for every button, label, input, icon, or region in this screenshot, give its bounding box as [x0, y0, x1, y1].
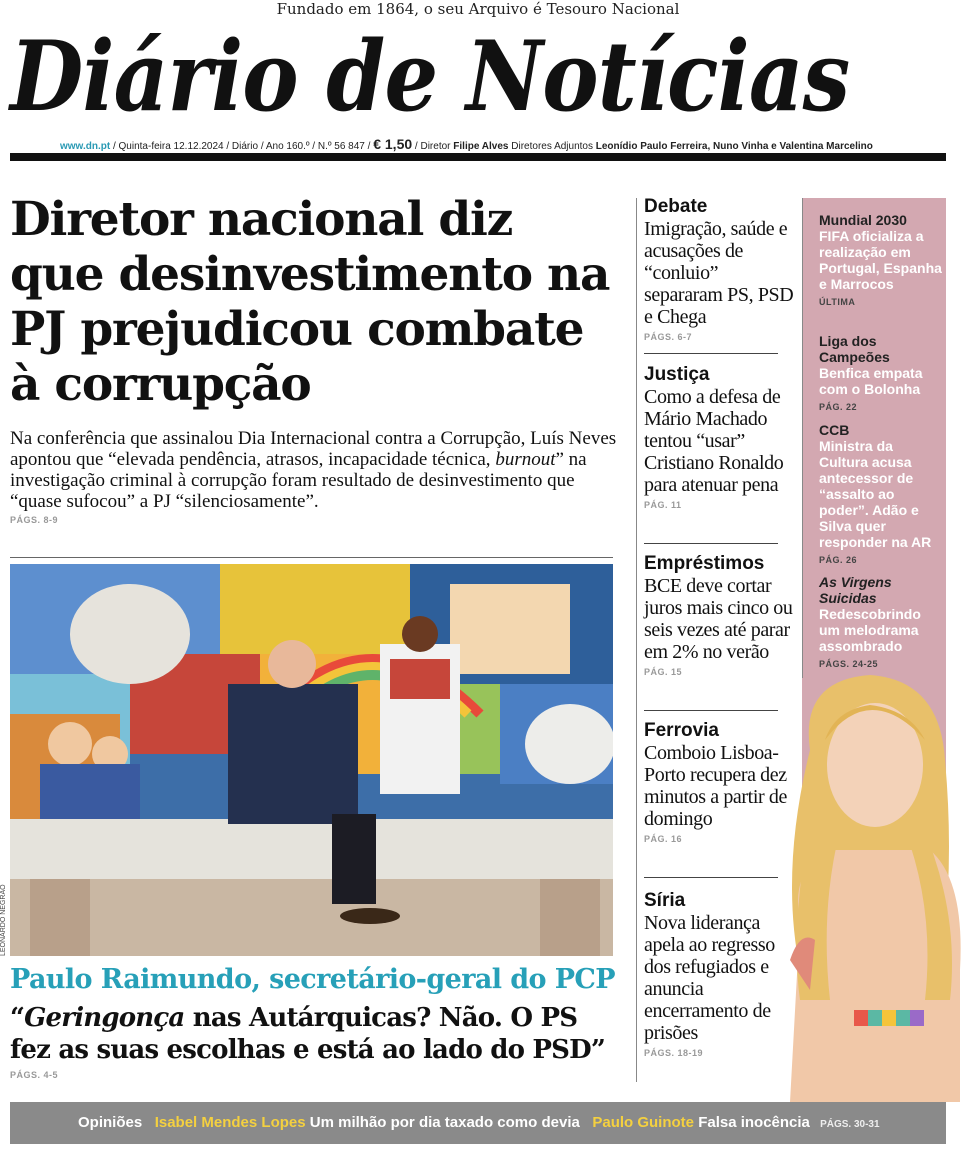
- masthead-title[interactable]: Diário de Notícias: [10, 20, 850, 133]
- adjuntos-names: Leonídio Paulo Ferreira, Nuno Vinha e Valentina Marcelino: [595, 141, 873, 152]
- sidebar-item-title: Mundial 2030: [819, 212, 907, 228]
- mural-illustration: [10, 564, 613, 956]
- sidebar-item-pages: PÁG. 22: [819, 402, 858, 412]
- opinion-author-1: Isabel Mendes Lopes: [154, 1114, 306, 1131]
- column-rule: [636, 198, 637, 1082]
- sidebar-item-title: As Virgens Suicidas: [819, 574, 892, 606]
- cover-photo[interactable]: [10, 564, 613, 956]
- sidebar-item-pages: ÚLTIMA: [819, 297, 856, 307]
- sidebar-item-ccb[interactable]: [819, 422, 944, 568]
- brief-justica[interactable]: [644, 364, 794, 510]
- lede-emphasis: burnout: [495, 449, 556, 470]
- opinion-title-1[interactable]: Um milhão por dia taxado como devia: [309, 1114, 580, 1131]
- brief-separator: [644, 710, 778, 711]
- actress-photo[interactable]: [770, 670, 970, 1102]
- lead-pages: PÁGS. 8-9: [10, 515, 59, 525]
- brief-title: Síria: [644, 890, 686, 911]
- director-name: Filipe Alves: [453, 141, 509, 152]
- sidebar-item-liga[interactable]: [819, 333, 944, 415]
- sidebar-item-pages: PÁG. 26: [819, 555, 858, 565]
- brief-emprestimos[interactable]: [644, 553, 794, 677]
- brief-text: Como a defesa de Mário Machado tentou “usar” Cristiano Ronaldo para atenuar pena: [644, 386, 784, 496]
- brief-debate[interactable]: [644, 196, 794, 342]
- sidebar-item-title: Liga dos Campeões: [819, 333, 890, 365]
- sidebar-item-title: CCB: [819, 422, 850, 438]
- brief-pages: PÁG. 11: [644, 500, 682, 510]
- sidebar-item-body: Redescobrindo um melodrama assombrado: [819, 606, 921, 654]
- issue-info: / Quinta-feira 12.12.2024 / Diário / Ano 160.º / N.º 56 847 /: [110, 141, 374, 152]
- actress-cutout: [770, 670, 970, 1102]
- sidebar-item-body: Ministra da Cultura acusa antecessor de “assalto ao poder”. Adão e Silva quer responder na AR: [819, 438, 932, 550]
- brief-pages: PÁG. 16: [644, 834, 683, 844]
- sidebar-item-body: FIFA oficializa a realização em Portugal, Espanha e Marrocos: [819, 228, 942, 292]
- quote-emphasis: Geringonça: [24, 1003, 185, 1033]
- photo-rule: [10, 557, 613, 558]
- sidebar-item-virgens[interactable]: [819, 574, 944, 672]
- photo-credit: LEONARDO NEGRÃO: [0, 884, 7, 956]
- lede-part-2: ” na investigação criminal à corrupção foram resultado de desinvestimento que “quase sufocou” a PJ “silenciosamente”.: [10, 449, 587, 512]
- issue-price: € 1,50: [373, 136, 413, 152]
- quote-open: “: [10, 1003, 25, 1033]
- lead-headline[interactable]: Diretor nacional diz que desinvestimento na PJ prejudicou combate à corrupção: [10, 192, 610, 412]
- sidebar-item-body: Benfica empata com o Bolonha: [819, 365, 923, 397]
- opinions-bar[interactable]: [10, 1102, 946, 1144]
- sidebar-item-mundial[interactable]: [819, 212, 944, 310]
- adjuntos-prefix: Diretores Adjuntos: [508, 141, 596, 152]
- masthead-tagline: Fundado em 1864, o seu Arquivo é Tesouro Nacional: [276, 0, 680, 18]
- brief-title: Justiça: [644, 364, 710, 385]
- brief-pages: PÁG. 15: [644, 667, 683, 677]
- interview-pages: PÁGS. 4-5: [10, 1070, 59, 1080]
- brief-separator: [644, 543, 778, 544]
- opinion-author-2: Paulo Guinote: [592, 1114, 695, 1131]
- brief-separator: [644, 353, 778, 354]
- interview-kicker[interactable]: Paulo Raimundo, secretário-geral do PCP: [10, 964, 615, 995]
- brief-title: Empréstimos: [644, 553, 765, 574]
- director-prefix: / Diretor: [412, 141, 454, 152]
- brief-separator: [644, 877, 778, 878]
- lead-lede: [10, 428, 620, 512]
- brief-text: BCE deve cortar juros mais cinco ou seis vezes até parar em 2% no verão: [644, 575, 793, 663]
- opinions-pages: PÁGS. 30-31: [820, 1119, 880, 1130]
- opinion-title-2[interactable]: Falsa inocência: [698, 1114, 810, 1131]
- sidebar-item-pages: PÁGS. 24-25: [819, 659, 879, 669]
- quote-rest: nas Autárquicas? Não. O PS fez as suas escolhas e está ao lado do PSD”: [10, 1003, 606, 1065]
- brief-text: Nova liderança apela ao regresso dos refugiados e anuncia encerramento de prisões: [644, 912, 775, 1044]
- interview-quote[interactable]: [10, 1002, 625, 1066]
- brief-title: Debate: [644, 196, 708, 217]
- brief-pages: PÁGS. 18-19: [644, 1048, 704, 1058]
- site-url-link[interactable]: www.dn.pt: [60, 141, 111, 152]
- sidebar-rule: [802, 198, 803, 678]
- opinions-label: Opiniões: [78, 1114, 143, 1131]
- issue-meta: [60, 136, 873, 152]
- masthead-rule: [10, 153, 946, 161]
- brief-pages: PÁGS. 6-7: [644, 332, 693, 342]
- brief-text: Imigração, saúde e acusações de “conluio” separaram PS, PSD e Chega: [644, 218, 794, 328]
- brief-text: Comboio Lisboa-Porto recupera dez minutos a partir de domingo: [644, 742, 787, 830]
- lede-part-1: Na conferência que assinalou Dia Internacional contra a Corrupção, Luís Neves apontou que “elevada pendência, atrasos, incapacidade técnica,: [10, 428, 617, 470]
- brief-title: Ferrovia: [644, 720, 719, 741]
